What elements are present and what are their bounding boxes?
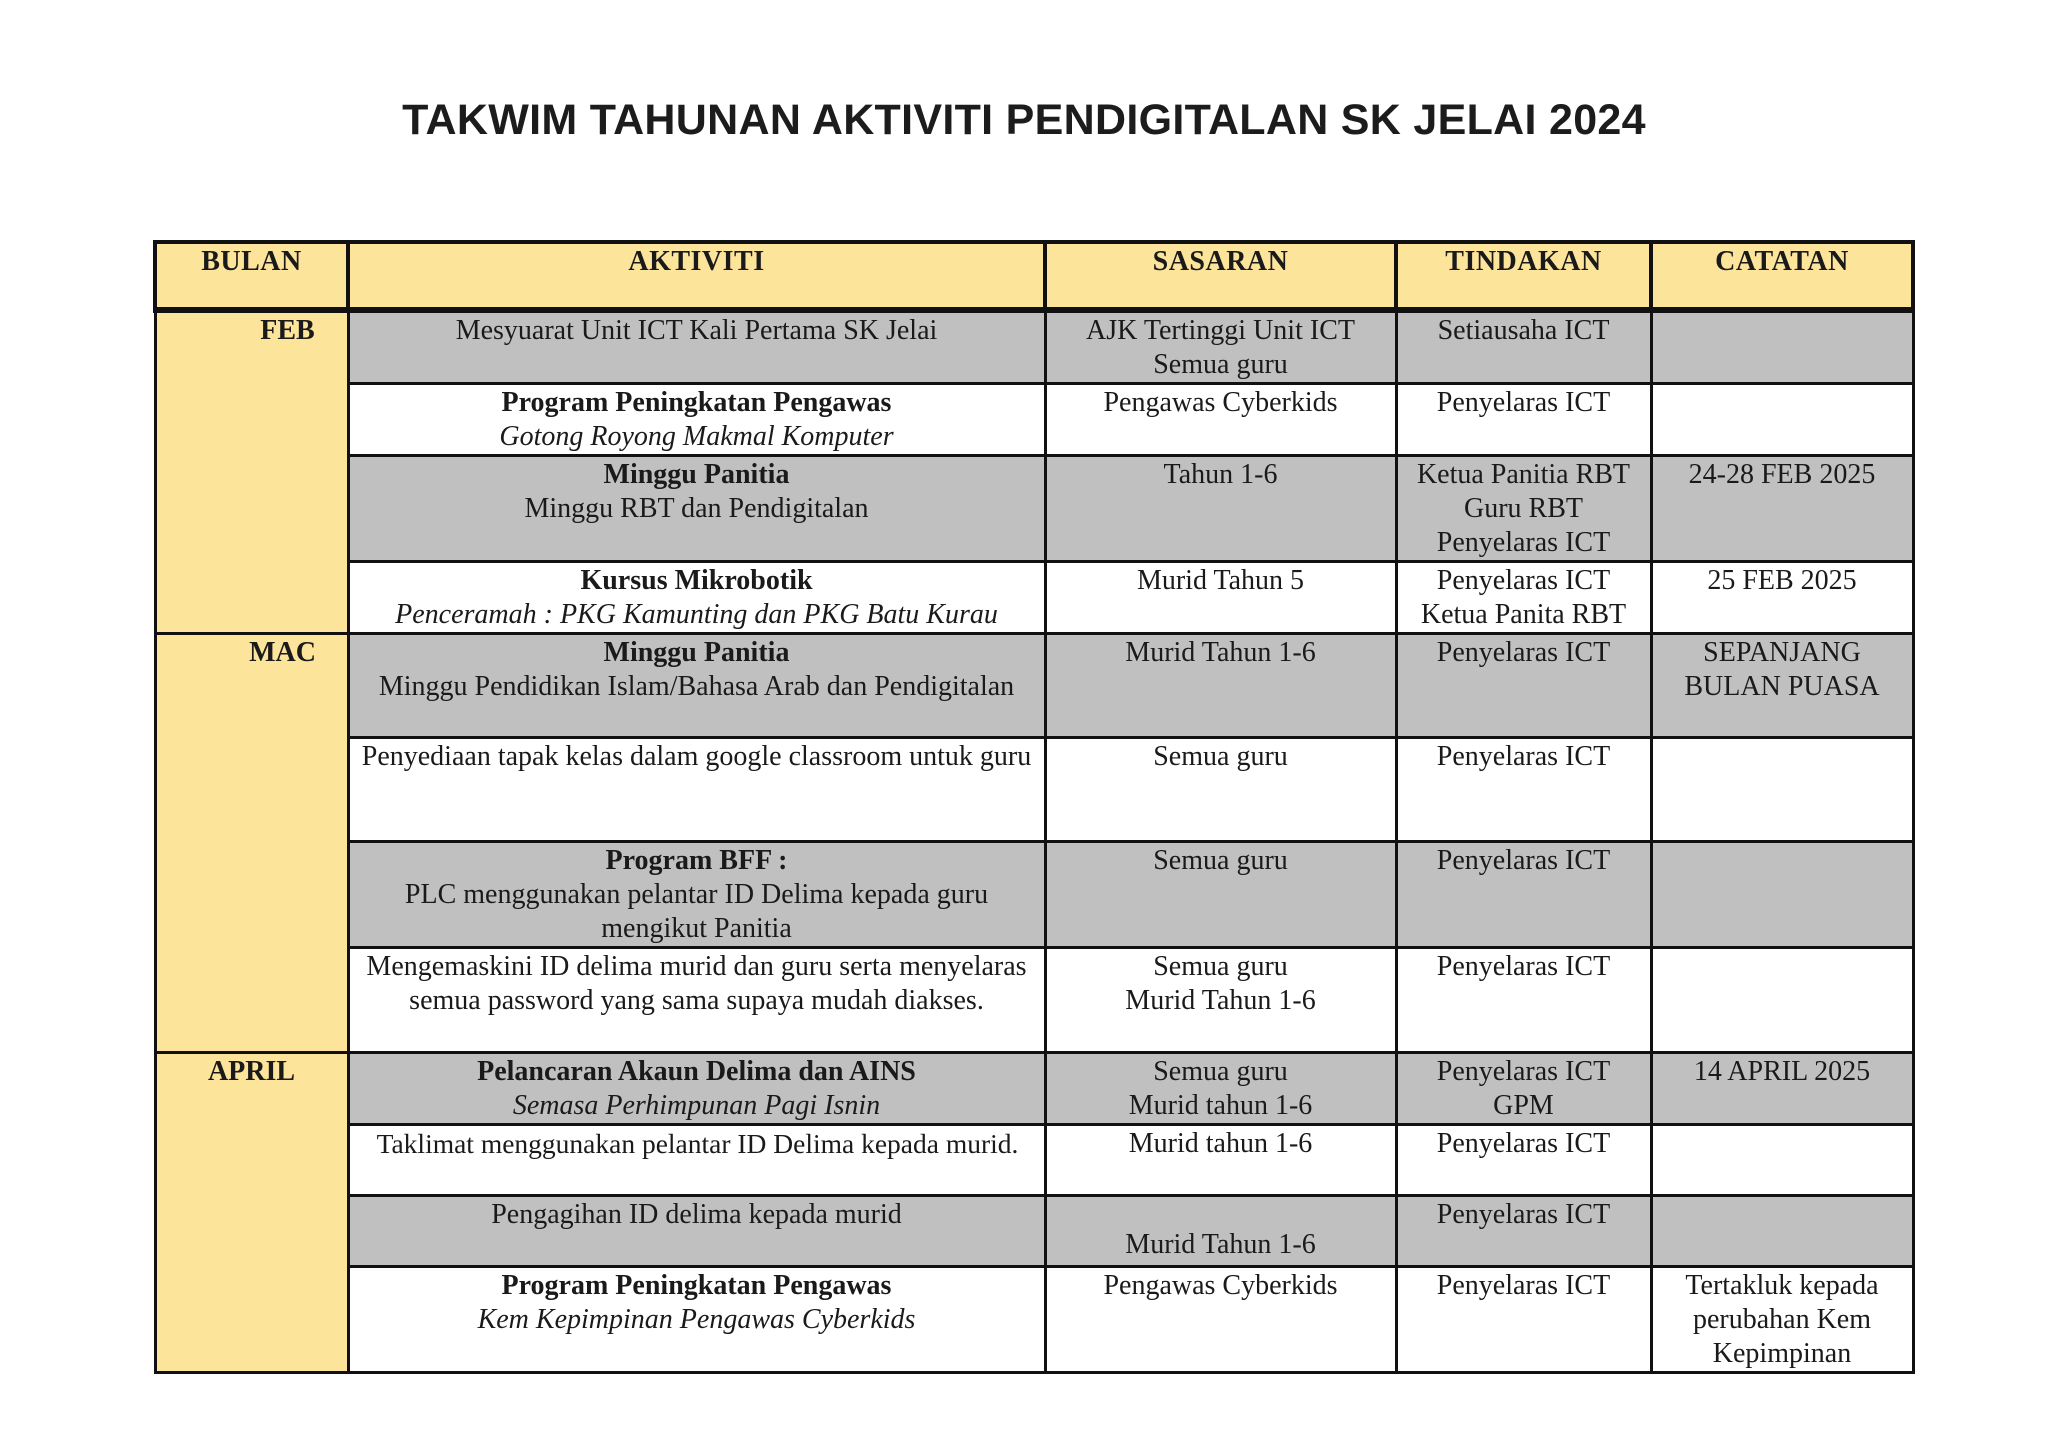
sasaran-text: Semua guru	[1153, 741, 1288, 772]
tindakan-text: Ketua Panitia RBT	[1416, 459, 1631, 490]
aktiviti-sub: Pengagihan ID delima kepada murid	[491, 1199, 902, 1230]
tindakan-cell	[1396, 1125, 1651, 1196]
tindakan-text: Penyelaras ICT	[1436, 527, 1611, 558]
sasaran-text: AJK Tertinggi Unit ICT	[1086, 315, 1355, 346]
sasaran-cell	[1045, 1053, 1396, 1125]
catatan-cell	[1651, 738, 1913, 842]
tindakan-text: Setiausaha ICT	[1437, 315, 1610, 346]
aktiviti-cell	[348, 562, 1045, 634]
table-header-row	[155, 242, 1913, 310]
tindakan-cell	[1396, 456, 1651, 562]
aktiviti-cell	[348, 842, 1045, 948]
sasaran-text: Murid Tahun 1-6	[1125, 985, 1316, 1016]
aktiviti-cell	[348, 634, 1045, 738]
aktiviti-sub: PLC menggunakan pelantar ID Delima kepada guru mengikut Panitia	[404, 879, 989, 944]
aktiviti-title: Program BFF :	[605, 845, 788, 876]
tindakan-cell	[1396, 384, 1651, 456]
aktiviti-cell	[348, 1053, 1045, 1125]
aktiviti-sub: Minggu Pendidikan Islam/Bahasa Arab dan Pendigitalan	[378, 671, 1015, 702]
tindakan-cell	[1396, 842, 1651, 948]
tindakan-text: Penyelaras ICT	[1436, 1056, 1611, 1087]
sasaran-cell	[1045, 948, 1396, 1053]
tindakan-text: Penyelaras ICT	[1436, 951, 1611, 982]
catatan-cell: 24-28 FEB 2025	[1651, 456, 1913, 562]
tindakan-text: Ketua Panita RBT	[1420, 599, 1627, 630]
aktiviti-sub: Penyediaan tapak kelas dalam google classroom untuk guru	[361, 741, 1032, 772]
catatan-cell: 25 FEB 2025	[1651, 562, 1913, 634]
sasaran-cell	[1045, 1196, 1396, 1267]
table-row	[155, 1267, 1913, 1373]
header-catatan: CATATAN	[1651, 242, 1913, 310]
aktiviti-cell	[348, 1125, 1045, 1196]
tindakan-cell	[1396, 1196, 1651, 1267]
spacer	[1051, 1198, 1391, 1228]
sasaran-text: Murid tahun 1-6	[1128, 1090, 1313, 1121]
catatan-cell	[1651, 842, 1913, 948]
aktiviti-title: Pelancaran Akaun Delima dan AINS	[477, 1056, 916, 1087]
table-row	[155, 562, 1913, 634]
aktiviti-title: Program Peningkatan Pengawas	[501, 387, 892, 418]
sasaran-cell	[1045, 1125, 1396, 1196]
tindakan-text: Penyelaras ICT	[1436, 1128, 1611, 1159]
tindakan-cell	[1396, 738, 1651, 842]
table-row	[155, 634, 1913, 738]
header-tindakan: TINDAKAN	[1396, 242, 1651, 310]
aktiviti-sub: Semasa Perhimpunan Pagi Isnin	[512, 1090, 881, 1121]
aktiviti-sub: Mesyuarat Unit ICT Kali Pertama SK Jelai	[455, 315, 938, 346]
month-feb: FEB	[155, 310, 348, 634]
activity-calendar-table	[153, 240, 1915, 1374]
catatan-cell	[1651, 1196, 1913, 1267]
sasaran-text: Semua guru	[1153, 349, 1288, 380]
tindakan-text: Penyelaras ICT	[1436, 565, 1611, 596]
table-row	[155, 738, 1913, 842]
catatan-cell: 14 APRIL 2025	[1651, 1053, 1913, 1125]
aktiviti-cell	[348, 456, 1045, 562]
tindakan-cell	[1396, 310, 1651, 384]
tindakan-text: Penyelaras ICT	[1436, 741, 1611, 772]
tindakan-text: GPM	[1493, 1090, 1554, 1121]
tindakan-text: Penyelaras ICT	[1436, 637, 1611, 668]
aktiviti-sub: Minggu RBT dan Pendigitalan	[524, 493, 869, 524]
aktiviti-title: Minggu Panitia	[603, 459, 790, 490]
tindakan-text: Penyelaras ICT	[1436, 1270, 1611, 1301]
aktiviti-title: Kursus Mikrobotik	[580, 565, 813, 596]
catatan-cell	[1651, 310, 1913, 384]
sasaran-cell	[1045, 1267, 1396, 1373]
aktiviti-cell	[348, 1267, 1045, 1373]
sasaran-text: Murid Tahun 1-6	[1125, 637, 1316, 668]
aktiviti-cell	[348, 310, 1045, 384]
tindakan-cell	[1396, 634, 1651, 738]
page-title: TAKWIM TAHUNAN AKTIVITI PENDIGITALAN SK JELAI 2024	[402, 96, 1646, 144]
catatan-cell	[1651, 1125, 1913, 1196]
table-row	[155, 1053, 1913, 1125]
table-row	[155, 1125, 1913, 1196]
table-row	[155, 1196, 1913, 1267]
sasaran-text: Tahun 1-6	[1163, 459, 1278, 490]
aktiviti-title: Program Peningkatan Pengawas	[501, 1270, 892, 1301]
sasaran-cell	[1045, 738, 1396, 842]
catatan-cell: SEPANJANG BULAN PUASA	[1651, 634, 1913, 738]
tindakan-cell	[1396, 1053, 1651, 1125]
aktiviti-sub: Mengemaskini ID delima murid dan guru serta menyelaras semua password yang sama supaya mudah diakses.	[366, 951, 1027, 1016]
table-row	[155, 456, 1913, 562]
table-row	[155, 842, 1913, 948]
sasaran-text: Pengawas Cyberkids	[1103, 1270, 1338, 1301]
header-sasaran: SASARAN	[1045, 242, 1396, 310]
aktiviti-title: Minggu Panitia	[603, 637, 790, 668]
sasaran-cell	[1045, 634, 1396, 738]
catatan-cell: Tertakluk kepada perubahan Kem Kepimpinan	[1651, 1267, 1913, 1373]
tindakan-text: Guru RBT	[1464, 493, 1583, 524]
sasaran-text: Murid Tahun 1-6	[1125, 1229, 1316, 1260]
table-row	[155, 310, 1913, 384]
month-april: APRIL	[155, 1053, 348, 1373]
tindakan-cell	[1396, 562, 1651, 634]
aktiviti-sub: Gotong Royong Makmal Komputer	[499, 421, 894, 452]
aktiviti-sub: Penceramah : PKG Kamunting dan PKG Batu Kurau	[395, 599, 998, 630]
sasaran-cell	[1045, 310, 1396, 384]
tindakan-cell	[1396, 948, 1651, 1053]
sasaran-text: Semua guru	[1153, 845, 1288, 876]
aktiviti-cell	[348, 738, 1045, 842]
aktiviti-cell	[348, 384, 1045, 456]
header-aktiviti: AKTIVITI	[348, 242, 1045, 310]
catatan-cell	[1651, 948, 1913, 1053]
aktiviti-cell	[348, 1196, 1045, 1267]
sasaran-cell	[1045, 456, 1396, 562]
sasaran-text: Semua guru	[1153, 1056, 1288, 1087]
aktiviti-cell	[348, 948, 1045, 1053]
sasaran-cell	[1045, 842, 1396, 948]
sasaran-text: Semua guru	[1153, 951, 1288, 982]
table-row	[155, 384, 1913, 456]
tindakan-cell	[1396, 1267, 1651, 1373]
sasaran-text: Pengawas Cyberkids	[1103, 387, 1338, 418]
month-mac: MAC	[155, 634, 348, 1053]
aktiviti-sub: Taklimat menggunakan pelantar ID Delima kepada murid.	[376, 1128, 1019, 1159]
tindakan-text: Penyelaras ICT	[1436, 845, 1611, 876]
sasaran-text: Murid Tahun 5	[1136, 565, 1305, 596]
sasaran-cell	[1045, 562, 1396, 634]
tindakan-text: Penyelaras ICT	[1436, 1199, 1611, 1230]
aktiviti-sub: Kem Kepimpinan Pengawas Cyberkids	[477, 1304, 916, 1335]
sasaran-cell	[1045, 384, 1396, 456]
table-row	[155, 948, 1913, 1053]
header-bulan: BULAN	[155, 242, 348, 310]
catatan-cell	[1651, 384, 1913, 456]
sasaran-text: Murid tahun 1-6	[1128, 1128, 1313, 1159]
tindakan-text: Penyelaras ICT	[1436, 387, 1611, 418]
